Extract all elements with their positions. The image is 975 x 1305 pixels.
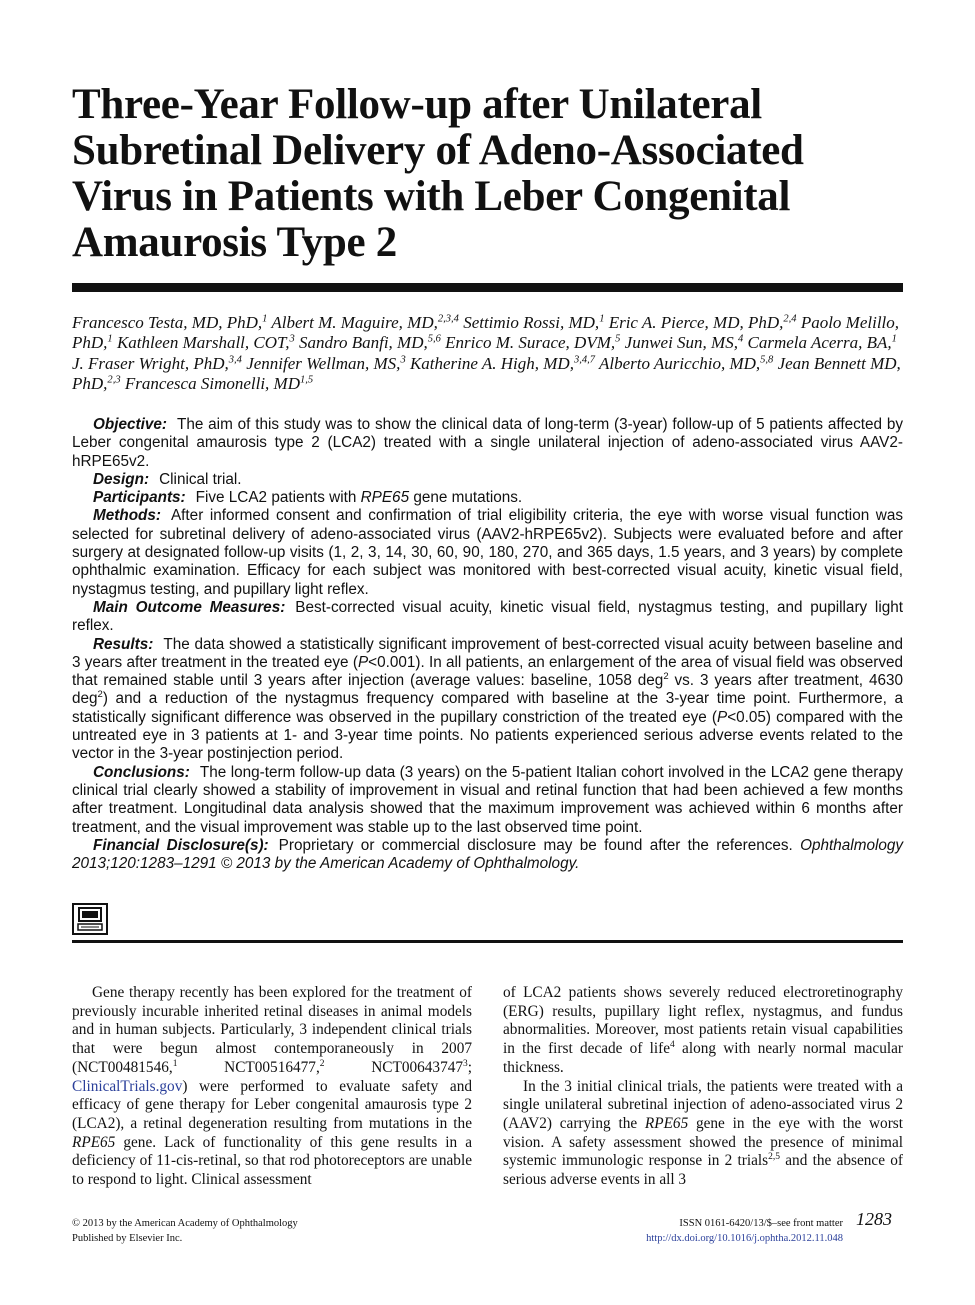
clinicaltrials-link[interactable]: ClinicalTrials.gov [72, 1077, 183, 1095]
reference-link[interactable]: 1 [172, 1058, 178, 1069]
body-paragraph: Gene therapy recently has been explored for the treatment of previously incurable inherited retinal diseases in animal models and in human subjects. Particularly, 3 independent clinical trials that were begun almost contemporaneously in 2007 (NCT00481546,$^1$ NCT00516477,$^2$ NCT00643747$^3$; ClinicalTrials.gov) were performed to evaluate safety and efficacy of gene therapy for Leber congenital amaurosis type 2 (LCA2), a retinal degeneration resulting from mutations in the RPE65 gene. Lack of functionality of this gene results in a deficiency of 11-cis-retinal, so that rod photoreceptors are unable to respond to light. Clinical assessment [72, 984, 473, 1189]
author-name: Settimio Rossi, MD, [463, 313, 600, 332]
author-name: Francesco Testa, MD, PhD, [72, 313, 263, 332]
title-rule [72, 283, 903, 292]
author-name: Katherine A. High, MD, [409, 353, 574, 373]
article-title: Three-Year Follow-up after Unilateral Subretinal Delivery of Adeno-Associated Virus in Patients with Leber Congenital Amaurosis Type 2 [72, 81, 804, 266]
author-affiliation: 1 [599, 313, 605, 325]
author-name: Francesca Simonelli, MD [124, 373, 300, 393]
author-affiliation: 2,4 [783, 313, 797, 325]
reference-link[interactable]: 4 [670, 1040, 675, 1051]
abstract-disclosure: Financial Disclosure(s): Proprietary or commercial disclosure may be found after the references. Ophthalmology 2013;120:1283–1291 © 2013 by the American Academy of Ophthalmology. [72, 836, 904, 873]
reference-link[interactable]: 2 [319, 1058, 325, 1069]
body-column-left [72, 984, 472, 1190]
abstract-conclusions: Conclusions: The long-term follow-up data (3 years) on the 5-patient Italian cohort involved in the LCA2 gene therapy clinical trial clearly showed a stability of improvement in visual and retinal function that had been achieved a few months after treatment. Longitudinal data analysis showed that the maximum improvement was achieved within 6 months after treatment, and the visual improvement was stable up to the last observed time point. [72, 763, 903, 836]
body-paragraph: In the 3 initial clinical trials, the patients were treated with a single unilateral subretinal injection of adeno-associated virus 2 (AAV2) carrying the RPE65 gene in the eye with the worst vision. A safety assessment showed the presence of minimal systemic immunologic response in 2 trials$^{2,5}$ and the absence of serious adverse events in all 3 [503, 1077, 903, 1189]
author-affiliation: 5,8 [760, 353, 774, 365]
author-affiliation: 3,4,7 [573, 353, 596, 365]
abstract-results: Results: The data showed a statistically significant improvement of best-corrected visual acuity between baseline and 3 years after treatment in the treated eye (P<0.001). In all patients, an enlargement of the area of visual field was observed that remained stable until 3 years after injection (average values: baseline, 1058 deg$^2$ vs. 3 years after treatment, 4630 deg$^2$) and a reduction of the nystagmus frequency compared with baseline at the 3-year time point. Furthermore, a statistically significant difference was observed in the pupillary constriction of the treated eye (P<0.05) compared with the untreated eye in 3 patients at 1- and 3-year time points. No patients experienced serious adverse events related to the vector in the 3-year postinjection period. [72, 635, 903, 763]
author-name: J. Fraser Wright, PhD, [72, 353, 229, 373]
footer-copyright: © 2013 by the American Academy of Ophthalmology Published by Elsevier Inc. [72, 1218, 298, 1244]
footer-issn: ISSN 0161-6420/13/$–see front matter http://dx.doi.org/10.1016/j.ophtha.2012.11.048 [646, 1218, 843, 1244]
page-number: 1283 [856, 1209, 892, 1229]
abstract-outcome-measures: Main Outcome Measures: Best-corrected visual acuity, kinetic visual field, nystagmus testing, and pupillary light reflex. [72, 598, 903, 635]
author-name: Kathleen Marshall, COT, [116, 333, 290, 353]
journal-citation: Ophthalmology 2013;120:1283–1291 © 2013 by the American Academy of Ophthalmology. [72, 836, 904, 873]
abstract-objective: Objective: The aim of this study was to show the clinical data of long-term (3-year) follow-up of 5 patients affected by Leber congenital amaurosis type 2 (LCA2) treated with a single unilateral injection of adeno-associated virus AAV2-hRPE65v2. [72, 416, 903, 470]
abstract-rule [72, 940, 903, 943]
author-name: Carmela Acerra, BA, [747, 333, 892, 353]
author-affiliation: 2,3,4 [437, 313, 459, 325]
author-affiliation: 1 [107, 333, 113, 345]
body-paragraph: of LCA2 patients shows severely reduced electroretinography (ERG) results, pupillary light reflex, nystagmus, and fundus abnormalities. Moreover, most patients retain visual capabilities in the first decade of life$^4$ along with nearly normal macular thickness. [503, 984, 903, 1076]
doi-link[interactable]: http://dx.doi.org/10.1016/j.ophtha.2012.11.048 [646, 1233, 843, 1244]
author-affiliation: 3 [289, 333, 295, 345]
author-name: Jennifer Wellman, MS, [246, 353, 401, 373]
author-affiliation: 1,5 [300, 374, 314, 386]
author-name: Jean Bennett MD, PhD, [72, 353, 901, 393]
author-list [72, 313, 912, 394]
author-name: Sandro Banfi, MD, [298, 333, 428, 353]
body-column-right [503, 984, 903, 1190]
author-name: Paolo Melillo, PhD, [72, 313, 900, 353]
author-name: Junwei Sun, MS, [624, 333, 738, 353]
author-affiliation: 2,3 [107, 374, 121, 386]
abstract-participants: Participants: Five LCA2 patients with RPE65 gene mutations. [93, 489, 523, 507]
abstract-methods: Methods: After informed consent and confirmation of trial eligibility criteria, the eye with worse visual function was selected for subretinal delivery of adeno-associated virus (AAV2-hRPE65v2). Subjects were evaluated before and after surgery at designated follow-up visits (1, 2, 3, 14, 30, 60, 90, 180, 270, and 365 days, 1.5 years, and 3 years) by complete ophthalmic examination. Efficacy for each subject was monitored with best-corrected visual acuity, kinetic visual field, nystagmus testing, and pupillary light reflex. [72, 507, 903, 598]
author-affiliation: 1 [262, 313, 268, 325]
abstract [72, 416, 903, 873]
abstract-design: Design: Clinical trial. [93, 470, 242, 488]
author-affiliation: 5 [615, 333, 621, 345]
author-name: Enrico M. Surace, DVM, [445, 333, 616, 353]
author-affiliation: 1 [891, 333, 897, 345]
author-affiliation: 4 [737, 333, 744, 345]
author-affiliation: 3,4 [228, 353, 242, 365]
reference-link[interactable]: 2,5 [768, 1152, 780, 1163]
reference-link[interactable]: 3 [463, 1058, 468, 1069]
author-affiliation: 5,6 [427, 333, 441, 345]
author-name: Albert M. Maguire, MD, [271, 313, 438, 332]
computer-monitor-icon [72, 903, 108, 935]
author-name: Eric A. Pierce, MD, PhD, [608, 313, 784, 332]
author-affiliation: 3 [400, 353, 406, 365]
author-name: Alberto Auricchio, MD, [598, 353, 761, 373]
